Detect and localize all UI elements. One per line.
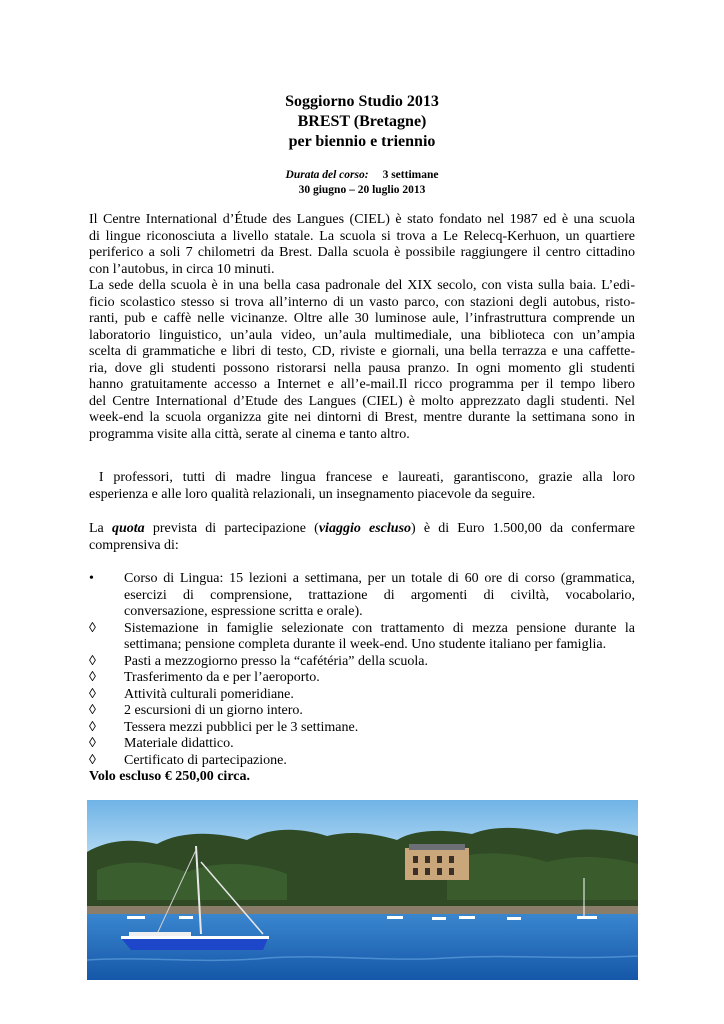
text-line: del Centre International d’Etude des Langues (CIEL) è molto apprezzato dagli studenti. Nel <box>89 393 635 409</box>
list-item <box>89 720 635 737</box>
quota-text-1: La <box>89 521 112 536</box>
title-line-2: BREST (Bretagne) <box>297 113 427 130</box>
list-item <box>89 654 635 671</box>
diamond-marker: ◊ <box>89 719 96 735</box>
list-item-line: settimana; pensione completa durante il week-end. Uno studente italiano per famiglia. <box>124 637 607 652</box>
list-item <box>89 687 635 704</box>
bullet-marker: • <box>89 571 94 586</box>
manor-house <box>405 848 469 880</box>
list-item <box>89 753 635 770</box>
diamond-marker: ◊ <box>89 703 96 718</box>
quota-emphasis: quota <box>111 521 145 536</box>
list-item-line: Pasti a mezzogiorno presso la “cafétéria” della scuola. <box>124 653 428 669</box>
text-line: week-end la scuola organizza gite nei dintorni di Brest, mentre durante la settimana sono in <box>89 410 635 425</box>
text-line: con l’autobus, in circa 10 minuti. <box>89 261 275 277</box>
list-item <box>89 571 635 621</box>
quota-text-2: prevista di partecipazione ( <box>144 521 319 536</box>
diamond-marker: ◊ <box>89 736 96 751</box>
diamond-marker: ◊ <box>89 686 96 702</box>
paragraph-school-description <box>89 212 635 443</box>
quota-text-3: ) è di Euro 1.500,00 da confermare <box>411 521 636 536</box>
document-title <box>0 92 724 152</box>
text-line: di lingue riconosciuta a livello statale. La scuola si trova a Le Relecq-Kerhuon, un quartiere <box>89 228 635 244</box>
list-item-line: Sistemazione in famiglie selezionate con trattamento di mezza pensione durante la <box>124 620 635 636</box>
duration-label: Durata del corso: <box>285 169 369 181</box>
list-item-line: Certificato di partecipazione. <box>124 752 287 768</box>
list-item <box>89 670 635 687</box>
list-item-line: Trasferimento da e per l’aeroporto. <box>124 670 320 685</box>
text-line: laboratorio linguistico, un’aula video, un’aula multimediale, una biblioteca con un’ampia <box>89 327 635 343</box>
duration-row <box>0 168 724 183</box>
trip-excluded-emphasis: viaggio escluso <box>318 521 412 536</box>
text-line: esperienza e alle loro qualità relazionali, un insegnamento piacevole da seguire. <box>89 486 536 502</box>
text-line: hanno gratuitamente accesso a Internet e all’e-mail.Il ricco programma per il tempo libero <box>89 377 635 392</box>
text-line: programma visite alla città, serate al cinema e tanto altro. <box>89 426 410 442</box>
text-line: La sede della scuola è in una bella casa padronale del XIX secolo, con vista sulla baia. L’edi- <box>89 278 635 293</box>
list-item-line: Corso di Lingua: 15 lezioni a settimana, per un totale di 60 ore di corso (grammatica, <box>124 571 635 586</box>
text-line: Il Centre International d’Étude des Langues (CIEL) è stato fondato nel 1987 ed è una scuola <box>89 212 635 227</box>
text-line: comprensiva di: <box>89 537 179 553</box>
list-item <box>89 736 635 753</box>
text-line: ficio scolastico stesso si trova all’interno di un vasto parco, con stazioni degli autobus, risto- <box>89 294 635 310</box>
diamond-marker: ◊ <box>89 653 96 669</box>
diamond-marker: ◊ <box>89 620 96 636</box>
brest-bay-photo <box>87 800 638 980</box>
course-dates: 30 giugno – 20 luglio 2013 <box>298 184 426 196</box>
paragraph-quota <box>89 521 635 554</box>
text-line: ria, dove gli studenti possono ristorarsi nella pausa pranzo. In ogni momento gli studenti <box>89 360 635 376</box>
title-line-1: Soggiorno Studio 2013 <box>285 93 439 110</box>
list-item-line: 2 escursioni di un giorno intero. <box>124 703 303 718</box>
flight-note: Volo escluso € 250,00 circa. <box>89 769 250 784</box>
list-item-line: conversazione, espressione scritta e orale). <box>124 604 363 619</box>
course-info <box>0 168 724 198</box>
list-item-line: Tessera mezzi pubblici per le 3 settimane. <box>124 719 359 735</box>
text-line: I professori, tutti di madre lingua francese e laureati, garantiscono, grazie alla loro <box>89 470 635 485</box>
text-line: ranti, pub e caffè nelle vicinanze. Oltre alle 30 luminose aule, l’infrastruttura comprende un <box>89 311 635 326</box>
list-item-line: esercizi di comprensione, trattazione di argomenti di civiltà, vocabolario, <box>124 587 635 603</box>
duration-value: 3 settimane <box>382 169 439 181</box>
list-item-line: Materiale didattico. <box>124 736 234 751</box>
list-item <box>89 621 635 654</box>
title-line-3: per biennio e triennio <box>288 133 436 150</box>
paragraph-teachers <box>89 470 635 503</box>
text-line: periferico a soli 7 chilometri da Brest. Dalla scuola è possibile raggiungere il centro cittadino <box>89 245 635 260</box>
text-line: scelta di grammatiche e libri di testo, CD, riviste e giornali, una bella terrazza e una caffette- <box>89 344 635 359</box>
list-item <box>89 703 635 720</box>
quota-line <box>89 521 635 538</box>
included-services-list <box>89 571 635 786</box>
diamond-marker: ◊ <box>89 752 96 768</box>
diamond-marker: ◊ <box>89 670 96 685</box>
list-item-line: Attività culturali pomeridiane. <box>124 686 294 702</box>
